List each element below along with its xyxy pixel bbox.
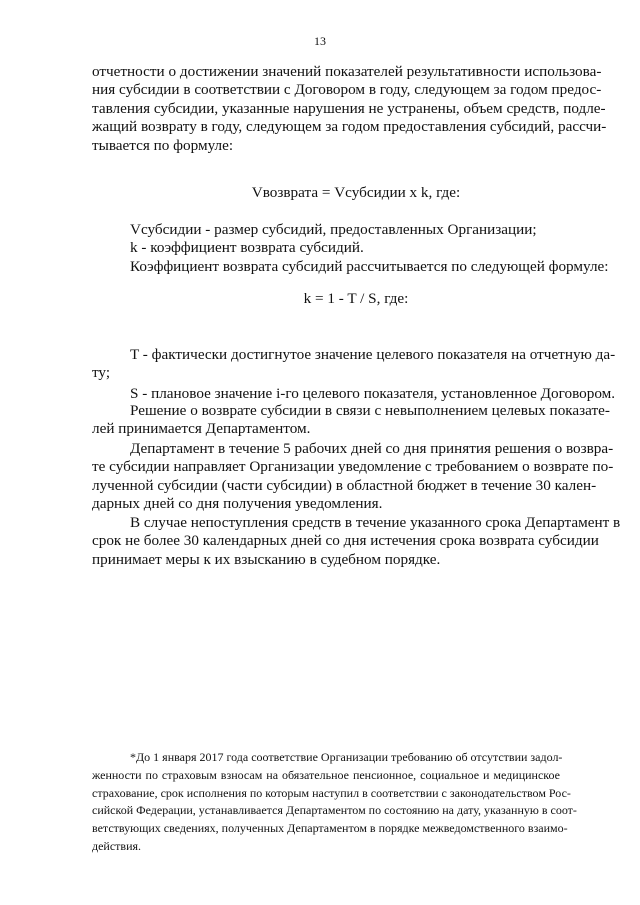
department-paragraph <box>92 440 614 514</box>
k-formula-note: Коэффициент возврата субсидий рассчитывается по следующей формуле: <box>130 257 609 275</box>
text-line: те субсидии направляет Организации уведомление с требованием о возврате по- <box>92 458 614 476</box>
v-subsidy-definition: Vсубсидии - размер субсидий, предоставленных Организации; <box>130 221 537 238</box>
text-line: тывается по формуле: <box>92 136 234 154</box>
decision-paragraph <box>92 402 610 439</box>
text-line: жащий возврату в году, следующем за годом предоставления субсидий, рассчи- <box>92 118 607 136</box>
text-line: Решение о возврате субсидии в связи с невыполнением целевых показате- <box>130 402 610 419</box>
t-definition: T - фактически достигнутое значение целевого показателя на отчетную да- <box>130 346 616 363</box>
text-line: дарных дней со дня получения уведомления. <box>92 495 383 513</box>
s-definition: S - плановое значение i-го целевого показателя, установленное Договором. <box>130 384 616 402</box>
formula-definitions <box>92 221 609 276</box>
coefficient-definitions <box>92 346 616 403</box>
text-line: ния субсидии в соответствии с Договором в году, следующем за годом предос- <box>92 81 602 99</box>
text-line: В случае непоступления средств в течение указанного срока Департамент в <box>130 514 621 531</box>
page-number: 13 <box>314 34 326 48</box>
text-line: принимает меры к их взысканию в судебном порядке. <box>92 550 441 568</box>
return-volume-formula <box>92 184 560 202</box>
intro-paragraph <box>92 63 607 155</box>
footnote-line: сийской Федерации, устанавливается Департаментом по состоянию на дату, указанную в соот- <box>92 803 577 818</box>
t-definition-continuation: ту; <box>92 364 111 382</box>
formula-text: k = 1 - T / S, где: <box>303 290 409 307</box>
footnote-line: *До 1 января 2017 года соответствие Организации требованию об отсутствии задол- <box>130 750 563 764</box>
footnote-line: женности по страховым взносам на обязательное пенсионное, социальное и медицинское <box>92 767 560 782</box>
text-line: срок не более 30 календарных дней со дня истечения срока возврата субсидии <box>92 532 599 550</box>
text-line: лей принимается Департаментом. <box>92 420 311 438</box>
nonreceipt-paragraph <box>92 514 621 569</box>
formula-text: Vвозврата = Vсубсидии х k, где: <box>251 184 461 201</box>
footnote-line: страхование, срок исполнения по которым наступил в соответствии с законодательством Рос- <box>92 785 571 800</box>
footnote-line: ветствующих сведениях, полученных Департаментом в порядке межведомственного взаимо- <box>92 821 568 836</box>
text-line: отчетности о достижении значений показателей результативности использова- <box>92 63 602 80</box>
footnote-line: действия. <box>92 838 142 853</box>
k-definition: k - коэффициент возврата субсидий. <box>130 239 364 257</box>
coefficient-formula <box>92 290 560 308</box>
text-line: лученной субсидии (части субсидии) в областной бюджет в течение 30 кален- <box>92 476 597 494</box>
text-line: Департамент в течение 5 рабочих дней со дня принятия решения о возвра- <box>130 440 614 457</box>
text-line: тавления субсидии, указанные нарушения не устранены, объем средств, подле- <box>92 99 606 117</box>
footnote <box>92 749 577 856</box>
